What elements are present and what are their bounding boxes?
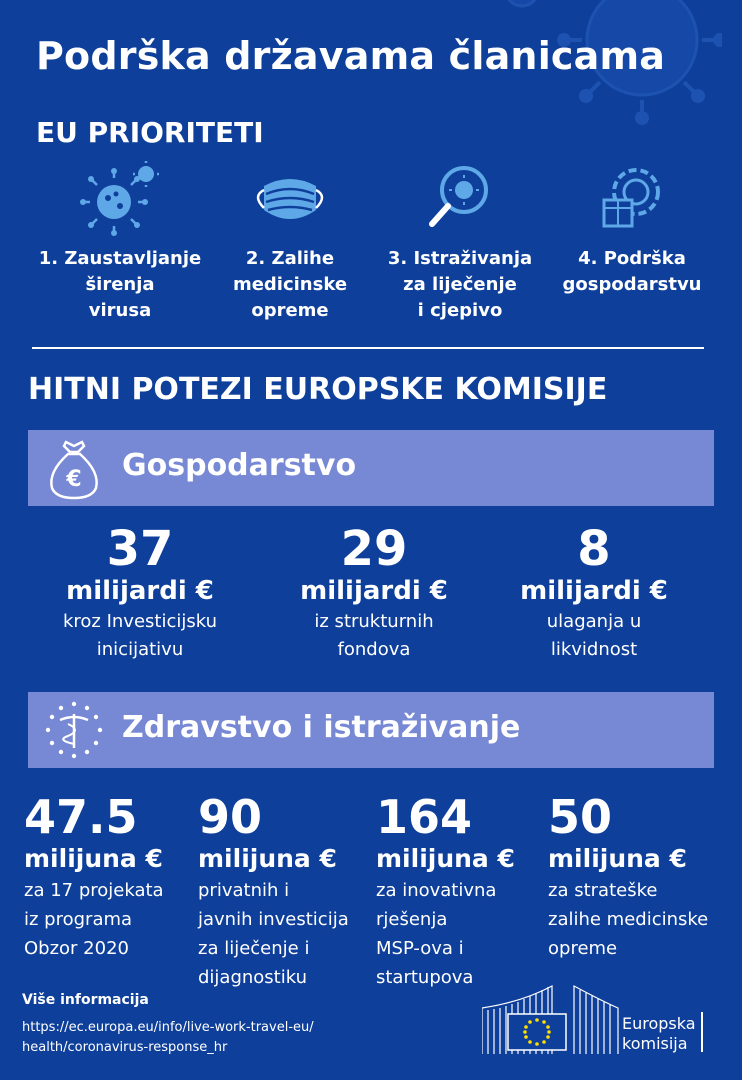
figure-value: 8 <box>577 521 611 577</box>
figure-unit: milijuna € <box>376 844 515 873</box>
figure-description: za strateške zalihe medicinske opreme <box>548 880 709 959</box>
money-bag-icon <box>42 436 106 500</box>
economy-title: Gospodarstvo <box>122 448 357 483</box>
svg-text:€: € <box>66 467 82 492</box>
figure-value: 29 <box>340 521 408 577</box>
priority-label: 4. Podrška gospodarstvu <box>562 248 702 295</box>
figure-description: iz strukturnih fondova <box>314 611 434 660</box>
magnifier-icon <box>420 158 500 238</box>
face-mask-icon <box>250 158 330 238</box>
figure-value: 47.5 <box>24 790 138 844</box>
figure-unit: milijuna € <box>548 844 687 873</box>
health-figure <box>548 792 728 963</box>
figure-value: 50 <box>548 790 613 844</box>
figure-unit: milijardi € <box>300 576 448 606</box>
health-banner <box>28 692 714 768</box>
health-figure <box>198 792 378 992</box>
health-figure <box>24 792 204 963</box>
page-title: Podrška državama članicama <box>36 34 666 78</box>
figure-description: za inovativna rješenja MSP-ova i startupova <box>376 880 497 988</box>
priority-item <box>200 158 380 324</box>
figure-description: kroz Investicijsku inicijativu <box>62 611 218 660</box>
figure-unit: milijardi € <box>520 576 668 606</box>
logo-divider <box>701 1012 703 1052</box>
figure-unit: milijardi € <box>66 576 214 606</box>
figure-unit: milijuna € <box>24 844 163 873</box>
priority-item <box>30 158 210 324</box>
priorities-heading: EU PRIORITETI <box>36 116 264 149</box>
figure-value: 90 <box>198 790 263 844</box>
economy-banner <box>28 430 714 506</box>
more-info-label: Više informacija <box>22 992 149 1008</box>
logo-text: Europska komisija <box>622 1014 696 1053</box>
figure-value: 164 <box>376 790 473 844</box>
priority-item <box>542 158 722 298</box>
health-figure <box>376 792 556 992</box>
priority-label: 2. Zalihe medicinske opreme <box>232 248 348 321</box>
economy-figure <box>484 521 704 664</box>
figure-unit: milijuna € <box>198 844 337 873</box>
figure-description: ulaganja u likvidnost <box>546 611 642 660</box>
section-divider <box>32 347 704 349</box>
economy-figure <box>264 521 484 664</box>
figure-value: 37 <box>106 521 174 577</box>
more-info-link[interactable]: https://ec.europa.eu/info/live-work-travel-eu/ health/coronavirus-response_hr <box>22 1020 314 1055</box>
health-title: Zdravstvo i istraživanje <box>122 710 521 745</box>
figure-description: za 17 projekata iz programa Obzor 2020 <box>24 880 164 959</box>
economy-figure <box>30 521 250 664</box>
background-virus-icon <box>482 0 722 170</box>
measures-heading: HITNI POTEZI EUROPSKE KOMISIJE <box>28 372 608 407</box>
figure-description: privatnih i javnih investicija za liječenje i dijagnostiku <box>198 880 349 988</box>
gear-icon <box>592 158 672 238</box>
priority-label: 3. Istraživanja za liječenje i cjepivo <box>387 248 533 321</box>
priority-item <box>370 158 550 324</box>
priority-label: 1. Zaustavljanje širenja virusa <box>38 248 202 321</box>
virus-icon <box>80 158 160 238</box>
caduceus-eu-stars-icon <box>42 698 106 762</box>
priorities-row <box>30 158 720 328</box>
